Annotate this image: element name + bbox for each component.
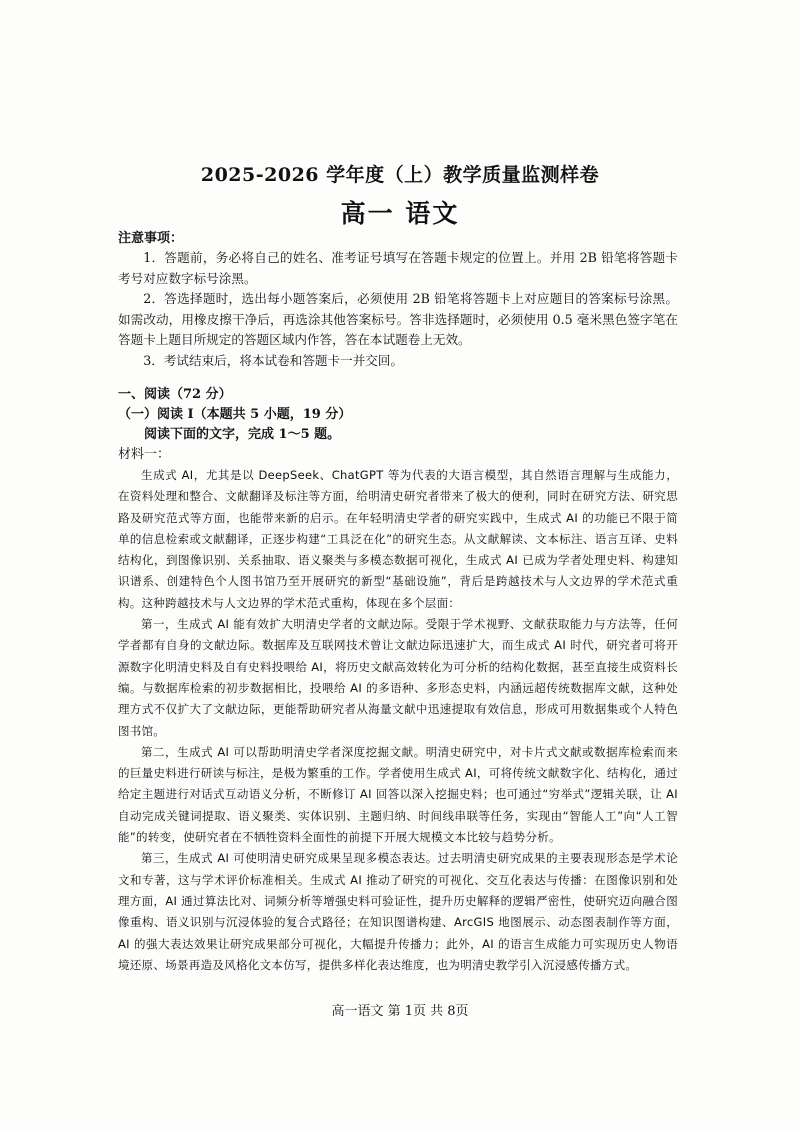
subject-title: 高一 语文: [340, 199, 460, 228]
notice-heading: 注意事项：: [118, 231, 184, 246]
notice-item-3: 3．考试结束后，将本试卷和答题卡一并交回。: [143, 352, 404, 368]
subsection-heading: （一）阅读 I（本题共 5 小题，19 分）: [118, 407, 352, 422]
material-label: 材料一：: [118, 447, 171, 462]
material-paragraph-4: 第三，生成式 AI 可使明清史研究成果呈现多模态表达。过去明清史研究成果的主要表现形态是学术论文和专著，这与学术评价标准相关。生成式 AI 推动了研究的可视化、交互化表达与传播：在图像识别和处理方面，AI 通过算法比对、词频分析等增强史料可验证性，提升历史解释的逻辑严密性，使研究迈向融合图像重构、语义识别与沉浸体验的复合式路径；在知识图谱构建、ArcGIS 地图展示、动态图表制作等方面，AI 的强大表达效果让研究成果部分可视化，大幅提升传播力；此外，AI 的语言生成能力可实现历史人物语境还原、场景再造及风格化文本仿写，提供多样化表达维度，也为明清史教学引入沉浸感传播方式。: [118, 851, 678, 972]
page-content: [118, 230, 678, 976]
section-heading: 一、阅读（72 分）: [118, 387, 232, 402]
notice-item-1: 1．答题前，务必将自己的姓名、准考证号填写在答题卡规定的位置上。并用 2B 铅笔将答题卡考号对应数字标号涂黑。: [118, 250, 678, 286]
reading-instruction: 阅读下面的文字，完成 1～5 题。: [144, 427, 341, 442]
page-footer: 高一语文 第 1页 共 8页: [331, 1004, 469, 1019]
exam-title: 2025-2026 学年度（上）教学质量监测样卷: [200, 164, 600, 186]
material-paragraph-3: 第二，生成式 AI 可以帮助明清史学者深度挖掘文献。明清史研究中，对卡片式文献或数据库检索而来的巨量史料进行研读与标注，是极为繁重的工作。学者使用生成式 AI，可将传统文献数字化、结构化，通过给定主题进行对话式互动语义分析，不断修订 AI 回答以深入挖掘史料；也可通过“穷举式”逻辑关联，让 AI 自动完成关键词提取、语义聚类、实体识别、主题归纳、时间线串联等任务，实现由“智能人工”向“人工智能”的转变，使研究者在不牺牲资料全面性的前提下开展大规模文本比较与趋势分析。: [118, 744, 678, 845]
notice-item-2: 2．答选择题时，选出每小题答案后，必须使用 2B 铅笔将答题卡上对应题目的答案标号涂黑。如需改动，用橡皮擦干净后，再选涂其他答案标号。答非选择题时，必须使用 0.5 毫米黑色签字笔在答题卡上题目所规定的答题区域内作答，答在本试题卷上无效。: [118, 291, 678, 347]
material-paragraph-2: 第一，生成式 AI 能有效扩大明清史学者的文献边际。受限于学术视野、文献获取能力与方法等，任何学者都有自身的文献边际。数据库及互联网技术曾让文献边际迅速扩大，而生成式 AI 时代，研究者可将开源数字化明清史料及自有史料投喂给 AI，将历史文献高效转化为可分析的结构化数据，甚至直接生成资料长编。与数据库检索的初步数据相比，投喂给 AI 的多语种、多形态史料，内涵远超传统数据库文献，这种处理方式不仅扩大了文献边际，更能帮助研究者从海量文献中迅速提取有效信息，形成可用数据集或个人特色图书馆。: [118, 617, 678, 738]
material-paragraph-1: 生成式 AI，尤其是以 DeepSeek、ChatGPT 等为代表的大语言模型，其自然语言理解与生成能力，在资料处理和整合、文献翻译及标注等方面，给明清史研究者带来了极大的便利，同时在研究方法、研究思路及研究范式等方面，也能带来新的启示。在年轻明清史学者的研究实践中，生成式 AI 的功能已不限于简单的信息检索或文献翻译，正逐步构建“工具泛在化”的研究生态。从文献解读、文本标注、语言互译、史料结构化，到图像识别、关系抽取、语义聚类与多模态数据可视化，生成式 AI 已成为学者处理史料、构建知识谱系、创建特色个人图书馆乃至开展研究的新型“基础设施”，背后是跨越技术与人文边界的学术范式重构。这种跨越技术与人文边界的学术范式重构，体现在多个层面：: [118, 468, 678, 610]
